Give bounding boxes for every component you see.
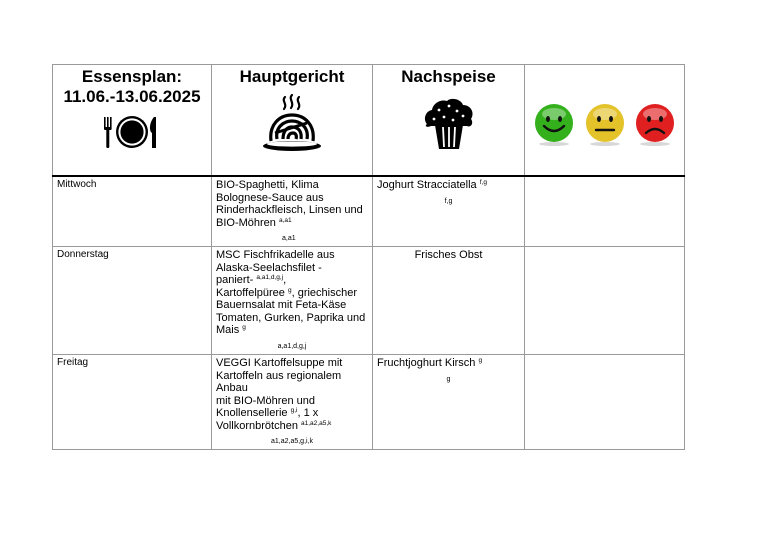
col-title-main: Hauptgericht xyxy=(239,67,345,86)
menu-table xyxy=(52,64,685,450)
table-row xyxy=(53,247,685,355)
main-dish-cell xyxy=(212,176,373,247)
col-title-dessert: Nachspeise xyxy=(401,67,496,86)
table-row xyxy=(53,176,685,247)
rating-cell[interactable] xyxy=(525,176,685,247)
page-title: Essensplan: 11.06.-13.06.2025 xyxy=(63,67,201,106)
rating-smileys xyxy=(525,103,684,152)
muffin-icon xyxy=(373,97,524,156)
header-rating-cell xyxy=(525,65,685,177)
header-main-cell xyxy=(212,65,373,177)
plate-cutlery-icon xyxy=(53,115,211,154)
smiley-sad-icon[interactable] xyxy=(634,103,676,147)
smiley-neutral-icon[interactable] xyxy=(584,103,626,147)
spaghetti-icon xyxy=(212,93,372,158)
day-cell: Donnerstag xyxy=(53,247,212,355)
allergen-codes: g xyxy=(446,375,451,383)
smiley-happy-icon[interactable] xyxy=(533,103,575,147)
main-dish: MSC Fischfrikadelle aus Alaska-Seelachsfilet - paniert- $^{a,a1,d,g,j}$, Kartoffelpüree $^g$, griechischer Bauernsalat mit Feta-Käse Tomaten, Gurken, Paprika und Mais $^g$ xyxy=(216,249,366,336)
dessert: Fruchtjoghurt Kirsch $^g$ xyxy=(377,357,483,369)
day-cell: Freitag xyxy=(53,355,212,450)
header-dessert-cell xyxy=(373,65,525,177)
main-dish-cell xyxy=(212,247,373,355)
allergen-codes: a1,a2,a5,g,i,k xyxy=(270,438,314,445)
rating-cell[interactable] xyxy=(525,355,685,450)
allergen-codes: a,a1,d,g,j xyxy=(277,342,307,350)
dessert: Joghurt Stracciatella $^{f,g}$ xyxy=(377,179,487,191)
dessert-cell xyxy=(373,355,525,450)
main-dish-cell xyxy=(212,355,373,450)
dessert-cell xyxy=(373,247,525,355)
header-title-cell xyxy=(53,65,212,177)
day-cell: Mittwoch xyxy=(53,176,212,247)
dessert-cell xyxy=(373,176,525,247)
main-dish: VEGGI Kartoffelsuppe mit Kartoffeln aus regionalem Anbau mit BIO-Möhren und Knollensellerie $^{g,i}$, 1 x Vollkornbrötchen $^{a1,a2,a5,k}$ xyxy=(216,357,343,432)
allergen-codes: f,g xyxy=(444,197,453,205)
table-row xyxy=(53,355,685,450)
allergen-codes: a,a1 xyxy=(282,235,296,242)
main-dish: BIO-Spaghetti, Klima Bolognese-Sauce aus Rinderhackfleisch, Linsen und BIO-Möhren $^{a,a1}$ xyxy=(216,179,363,229)
rating-cell[interactable] xyxy=(525,247,685,355)
header-row xyxy=(53,65,685,177)
dessert: Frisches Obst xyxy=(414,249,483,261)
